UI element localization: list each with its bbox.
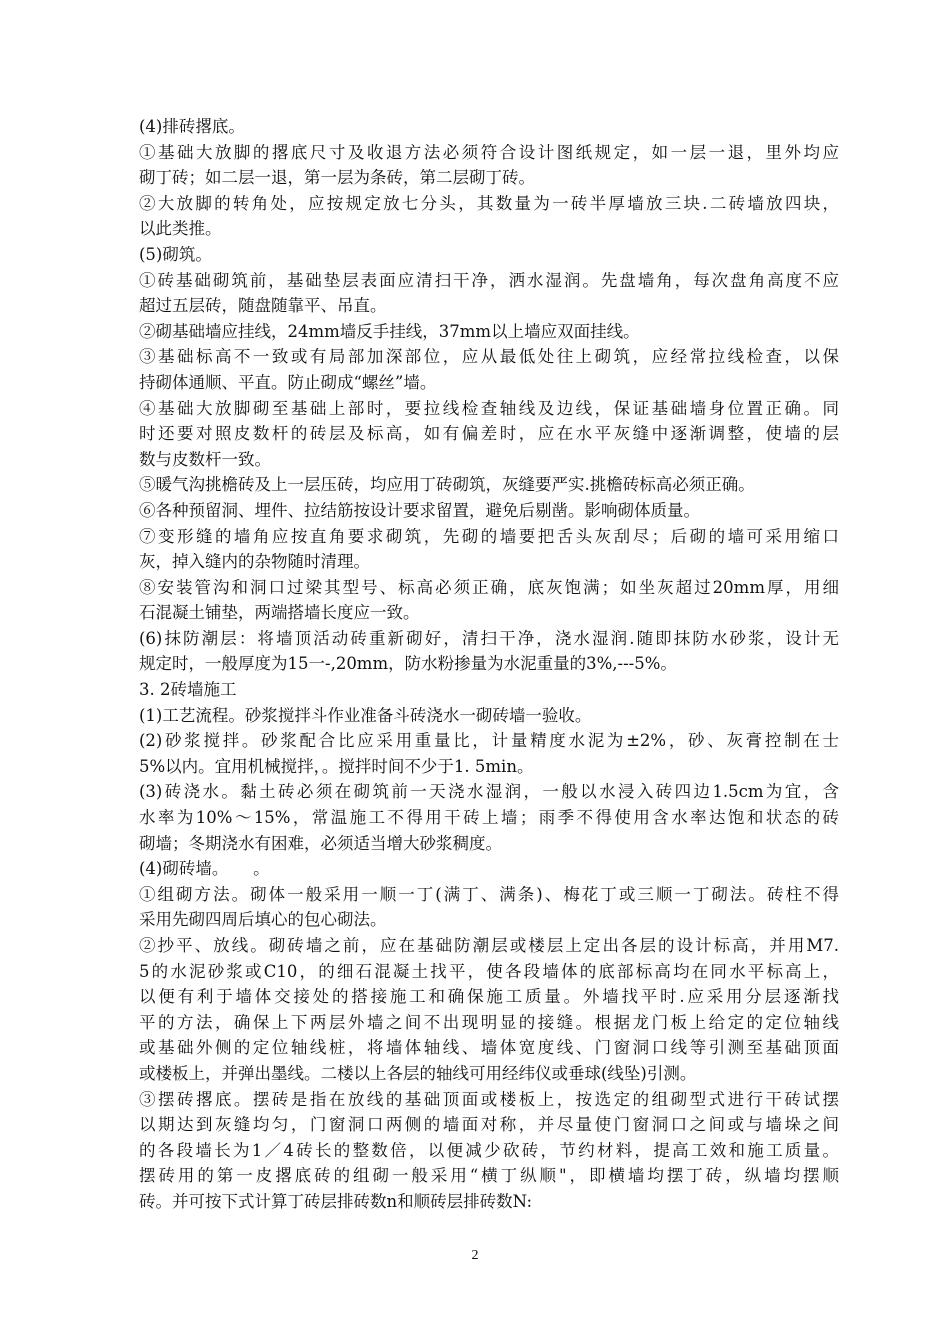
text-line: 5的水泥砂浆或C10，的细石混凝土找平，使各段墙体的底部标高均在同水平标高上，	[139, 961, 839, 981]
text-line: 以便有利于墙体交接处的搭接施工和确保施工质量。外墙找平时.应采用分层逐渐找	[139, 987, 839, 1007]
text-line: ⑥各种预留洞、埋件、拉结筋按设计要求留置，避免后剔凿。影响砌体质量。	[139, 500, 700, 520]
text-line: ⑤暖气沟挑檐砖及上一层压砖，均应用丁砖砌筑，灰缝要严实.挑檐砖标高必须正确。	[139, 475, 755, 495]
text-line: 砌墙；冬期浇水有困难，必须适当增大砂浆稠度。	[139, 833, 502, 853]
text-line: (4)砌砖墙。 。	[139, 859, 270, 879]
text-line: (6)抹防潮层：将墙顶活动砖重新砌好，清扫干净，浇水湿润.随即抹防水砂浆，设计无	[139, 628, 839, 648]
text-line: 石混凝土铺垫，两端搭墙长度应一致。	[139, 603, 420, 623]
text-line: 水率为10%～15%，常温施工不得用干砖上墙；雨季不得使用含水率达饱和状态的砖	[139, 808, 839, 828]
text-line: 或楼板上，并弹出墨线。二楼以上各层的轴线可用经纬仪或垂球(线坠)引测。	[139, 1063, 697, 1083]
text-line: 灰，掉入缝内的杂物随时清理。	[139, 552, 370, 572]
text-line: ④基础大放脚砌至基础上部时，要拉线检查轴线及边线，保证基础墙身位置正确。同	[139, 398, 839, 418]
text-line: 规定时，一般厚度为15一-,20mm，防水粉掺量为水泥重量的3%,---5%。	[139, 654, 677, 674]
body-text	[139, 114, 839, 1215]
text-line: 采用先砌四周后填心的包心砌法。	[139, 910, 387, 930]
text-line: (5)砌筑。	[139, 244, 212, 264]
text-line: ②大放脚的转角处，应按规定放七分头，其数量为一砖半厚墙放三块.二砖墙放四块，	[139, 193, 839, 213]
text-line: (4)排砖撂底。	[139, 117, 245, 136]
text-line: (1)工艺流程。砂浆搅拌斗作业准备斗砖浇水一砌砖墙一验收。	[139, 705, 592, 725]
text-line: 或基础外侧的定位轴线桩，将墙体轴线、墙体宽度线、门窗洞口线等引测至基础顶面	[139, 1038, 839, 1058]
text-line: 超过五层砖，随盘随靠平、吊直。	[139, 296, 387, 316]
text-line: (2)砂浆搅拌。砂浆配合比应采用重量比，计量精度水泥为±2%，砂、灰膏控制在士	[139, 731, 839, 751]
text-line: ②砌基础墙应挂线，24mm墙反手挂线，37mm以上墙应双面挂线。	[139, 321, 640, 341]
text-line: 数与皮数杆一致。	[139, 449, 271, 469]
text-line: 持砌体通顺、平直。防止砌成“螺丝”墙。	[139, 372, 437, 392]
text-line: ③基础标高不一致或有局部加深部位，应从最低处往上砌筑，应经常拉线检查，以保	[139, 347, 839, 367]
text-line: 平的方法，确保上下两层外墙之间不出现明显的接缝。根据龙门板上给定的定位轴线	[139, 1012, 839, 1032]
text-line: ②抄平、放线。砌砖墙之前，应在基础防潮层或楼层上定出各层的设计标高，并用M7.	[139, 936, 839, 955]
text-line: 以期达到灰缝均匀，门窗洞口两侧的墙面对称，并尽量使门窗洞口之间或与墙垛之间	[139, 1115, 839, 1135]
text-line: 砌丁砖；如二层一退，第一层为条砖，第二层砌丁砖。	[139, 168, 535, 188]
text-line: ①组砌方法。砌体一般采用一顺一丁(满丁、满条)、梅花丁或三顺一丁砌法。砖柱不得	[139, 884, 839, 904]
page-number: 2	[471, 1248, 479, 1263]
text-line: 3. 2砖墙施工	[139, 680, 237, 700]
text-line: 砖。并可按下式计算丁砖层排砖数n和顺砖层排砖数N:	[139, 1191, 533, 1211]
text-line: ①基础大放脚的撂底尺寸及收退方法必须符合设计图纸规定，如一层一退，里外均应	[139, 142, 839, 162]
text-line: 5%以内。宜用机械搅拌，。搅拌时间不少于1. 5min。	[139, 756, 534, 776]
text-line: ③摆砖撂底。摆砖是指在放线的基础顶面或楼板上，按选定的组砌型式进行干砖试摆	[139, 1089, 839, 1109]
text-line: 时还要对照皮数杆的砖层及标高，如有偏差时，应在水平灰缝中逐渐调整，使墙的层	[139, 424, 839, 444]
text-line: 以此类推。	[139, 219, 222, 239]
text-line: ⑧安装管沟和洞口过梁其型号、标高必须正确，底灰饱满；如坐灰超过20mm厚，用细	[139, 577, 839, 597]
text-line: 的各段墙长为1／4砖长的整数倍，以便减少砍砖，节约材料，提高工效和施工质量。	[139, 1140, 839, 1160]
text-line: ⑦变形缝的墙角应按直角要求砌筑，先砌的墙要把舌头灰刮尽；后砌的墙可采用缩口	[139, 526, 839, 546]
text-line: (3)砖浇水。黏土砖必须在砌筑前一天浇水湿润，一般以水浸入砖四边1.5cm为宜，含	[139, 782, 839, 802]
text-line: 摆砖用的第一皮撂底砖的组砌一般采用“横丁纵顺"，即横墙均摆丁砖，纵墙均摆顺	[139, 1166, 839, 1186]
text-line: ①砖基础砌筑前，基础垫层表面应清扫干净，洒水湿润。先盘墙角，每次盘角高度不应	[139, 270, 839, 290]
